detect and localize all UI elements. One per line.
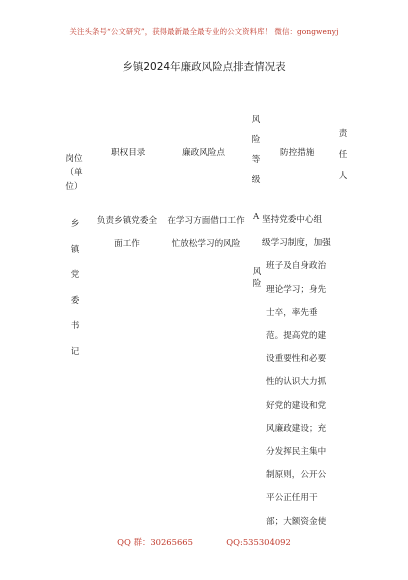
header-position-line: 岗位: [65, 154, 83, 164]
row-risk-point-line: 在学习方面借口工作: [167, 216, 245, 226]
row-risk-point-line: 忙放松学习的风险: [171, 239, 241, 249]
footer-qq: QQ:535304092: [226, 537, 291, 547]
row-measures-line: 班子及自身政治: [266, 261, 327, 272]
header-responsible: [336, 124, 350, 187]
row-measures-line: 范。提高党的建: [266, 331, 327, 342]
row-duties: [92, 210, 162, 256]
header-risk-level-char: 险: [251, 135, 261, 145]
row-position-char: 书: [70, 321, 80, 332]
header-risk-level-char: 等: [251, 155, 261, 165]
row-measures-line: 级学习制度，加强: [262, 238, 331, 249]
header-responsible-char: 人: [338, 171, 348, 181]
page-title: 乡镇2024年廉政风险点排查情况表: [122, 61, 286, 73]
row-measures-line: 分发挥民主集中: [266, 447, 327, 458]
row-duties-line: 负责乡镇党委全: [96, 216, 158, 226]
header-duties: 职权目录: [111, 148, 146, 158]
header-banner: 关注头条号“公文研究”，获得最新最全最专业的公文资料库！ 微信：gongwenyj: [69, 27, 339, 36]
header-measures: 防控措施: [280, 148, 315, 158]
header-responsible-char: 责: [338, 129, 348, 139]
row-measures-line: 理论学习；身先: [266, 284, 327, 295]
row-measures-line: 性的认识大力抓: [266, 377, 327, 388]
header-risk-level-char: 级: [251, 175, 261, 185]
row-risk-level: A: [253, 212, 260, 222]
row-measures-line: 风廉政建设；充: [266, 423, 327, 434]
footer-qq-group: QQ 群：30265665: [117, 537, 193, 547]
header-position: [62, 152, 86, 194]
row-position-char: 镇: [70, 244, 80, 255]
row-position-char: 委: [70, 295, 80, 306]
row-measures-line: 部；大额资金使: [266, 516, 327, 527]
row-duties-line: 面工作: [114, 239, 140, 249]
footer-contact: [0, 536, 408, 548]
header-risk-level-char: 风: [251, 115, 261, 125]
header-position-line: （单: [65, 168, 83, 178]
row-risk-point: [161, 210, 251, 256]
header-risk-level: [249, 110, 263, 190]
row-measures-line: 平公正任用干: [266, 493, 318, 504]
row-position: [68, 212, 82, 366]
row-measures-line: 好党的建设和党: [266, 400, 327, 411]
row-measures-line: 士卒，率先垂: [266, 307, 318, 318]
row-position-char: 党: [70, 270, 80, 281]
row-position-char: 记: [70, 346, 80, 357]
row-position-char: 乡: [70, 219, 80, 229]
header-position-line: 位）: [65, 182, 83, 192]
header-risk-points: 廉政风险点: [182, 148, 225, 158]
row-risk-level-extra-char: 险: [252, 279, 262, 289]
row-measures-line: 制原则，公开公: [266, 470, 327, 481]
row-risk-level-extra-char: 风: [252, 267, 262, 277]
row-measures-line: 坚持党委中心组: [262, 215, 323, 225]
row-measures-line: 设重要性和必要: [266, 354, 327, 365]
header-responsible-char: 任: [338, 150, 348, 160]
row-measures: [262, 209, 331, 534]
